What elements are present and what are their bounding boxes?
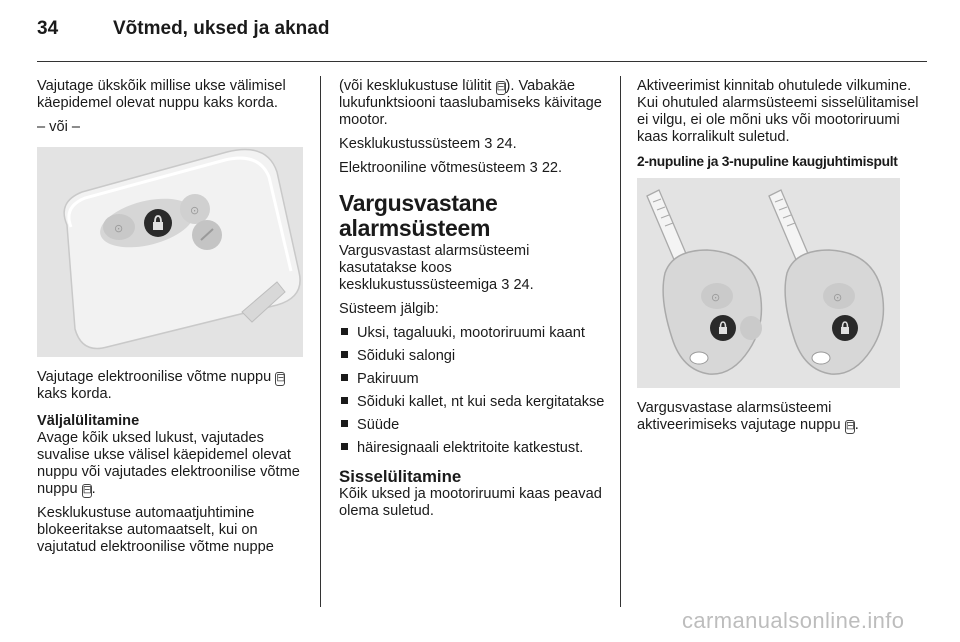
column-divider-1 [320,76,321,607]
paragraph-central-lock-switch: (või kesklukustuse lülitit ⊟). Vabakäe lukufunktsiooni taaslubamiseks käivitage mootor. [339,78,602,128]
column-2 [339,78,609,527]
heading-anti-theft-alarm: Vargusvastane alarmsüsteem [339,190,498,241]
paragraph-alarm-intro: Vargusvastast alarmsüsteemi kasutatakse koos kesklukustussüsteemiga 3 24. [339,243,534,293]
paragraph-unlock-doors: Avage kõik uksed lukust, vajutades suvalise ukse välisel käepidemel olevat nuppu või vajutades elektroonilise võtme nuppu ⊟. [37,430,300,497]
paragraph-activate-alarm: Vargusvastase alarmsüsteemi aktiveerimiseks vajutage nuppu ⊟. [637,400,859,433]
svg-text:⊙: ⊙ [114,223,124,235]
remote-key-right [769,190,883,374]
lock-icon: ⊟ [276,372,286,384]
list-item: Süüde [339,417,609,434]
list-item: häiresignaali elektritoite katkestust. [339,440,609,457]
list-item: Uksi, tagaluuki, mootoriruumi kaant [339,325,609,342]
paragraph-automatic-locking: Kesklukustuse automaatjuhtimine blokeeritakse automaatselt, kui on vajutatud elektroonilise võtme nuppe [37,505,274,555]
page-title: Võtmed, uksed ja aknad [113,18,330,39]
unlock-icon: ⊟ [82,484,92,496]
column-divider-2 [620,76,621,607]
electronic-key-card-illustration [37,147,303,357]
reference-central-locking: Kesklukustussüsteem 3 24. [339,136,517,152]
watermark: carmanualsonline.info [682,608,905,633]
monitored-items-list [339,325,609,457]
page-number: 34 [37,18,59,39]
svg-text:⊙: ⊙ [833,292,843,304]
svg-text:⊙: ⊙ [711,292,721,304]
paragraph-system-monitors: Süsteem jälgib: [339,301,439,317]
remote-key-left [647,190,762,374]
paragraph-or: – või – [37,119,80,135]
paragraph-press-key-twice: Vajutage elektroonilise võtme nuppu ⊟ kaks korda. [37,369,286,402]
list-item: Pakiruum [339,371,609,388]
column-3 [637,78,927,441]
header-rule [37,61,927,62]
heading-enable: Sisselülitamine [339,467,462,486]
paragraph-doors-closed: Kõik uksed ja mootoriruumi kaas peavad olema suletud. [339,486,602,519]
remote-keys-illustration [637,178,900,388]
list-item: Sõiduki salongi [339,348,609,365]
ref-arrow-icon: 3 [501,277,510,293]
ref-arrow-icon: 3 [484,136,493,152]
column-1 [37,78,307,563]
ref-arrow-icon: 3 [529,160,538,176]
svg-text:⊙: ⊙ [190,205,200,217]
heading-remote-control: 2-nupuline ja 3-nupuline kaugjuhtimispult [637,154,898,169]
paragraph-activation-confirmation: Aktiveerimist kinnitab ohutulede vilkumine. Kui ohutuled alarmsüsteemi sisselülitamisel ei vilgu, ei ole mõni uks või mootoriruumi kaas korralikult suletud. [637,78,919,145]
reference-electronic-key: Elektrooniline võtmesüsteem 3 22. [339,160,563,176]
lock-icon: ⊟ [845,420,855,432]
paragraph-press-handle: Vajutage ükskõik millise ukse välimisel käepidemel olevat nuppu kaks korda. [37,78,286,111]
list-item: Sõiduki kallet, nt kui seda kergitatakse [339,394,609,411]
heading-disable: Väljalülitamine [37,413,140,429]
central-lock-switch-icon: ⊟ [496,81,506,93]
